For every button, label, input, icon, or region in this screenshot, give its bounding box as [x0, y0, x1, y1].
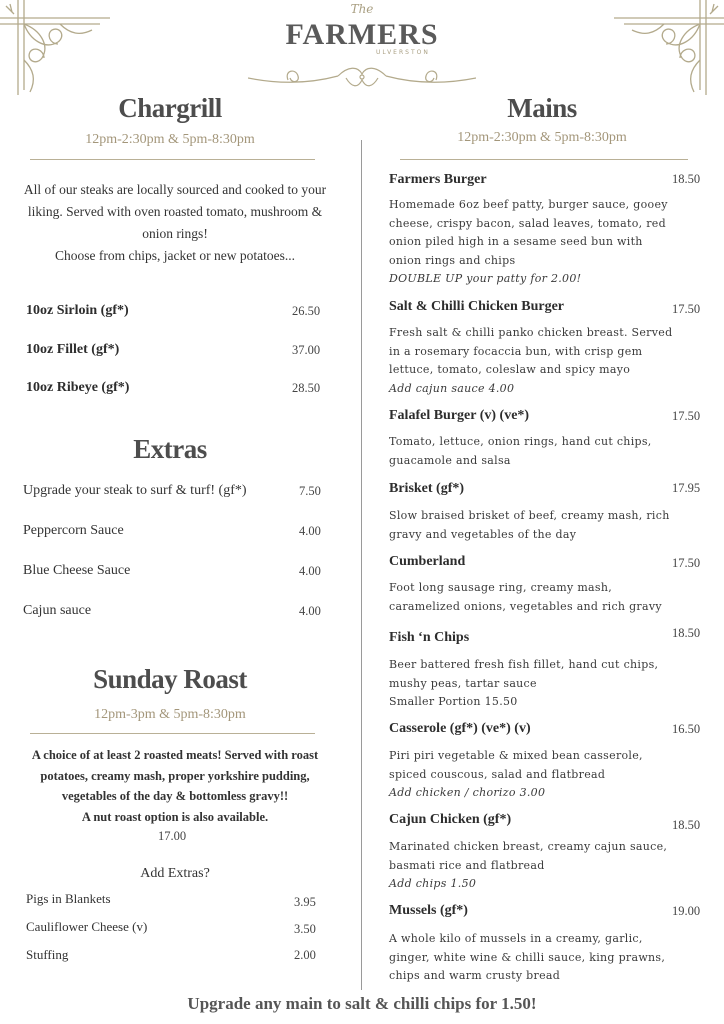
extras-item-name: Upgrade your steak to surf & turf! (gf*) [23, 483, 247, 498]
mains-item-name: Cumberland [389, 554, 466, 569]
extras-item-price: 7.50 [299, 484, 321, 498]
mains-item-name: Mussels (gf*) [389, 903, 468, 918]
mains-item-name: Cajun Chicken (gf*) [389, 812, 512, 827]
menu-item-price: 37.00 [292, 343, 321, 357]
chargrill-intro: All of our steaks are locally sourced and cooked to your liking. Served with oven roasted tomato, mushroom & onion rings! Choose from chips, jacket or new potatoes... [23, 182, 327, 263]
mains-item-price: 18.50 [672, 818, 701, 832]
mains-item-price: 17.50 [672, 409, 701, 423]
sunday-roast-description: A choice of at least 2 roasted meats! Served with roast potatoes, creamy mash, proper yorkshire pudding, vegetables of the day & bottomless gravy!! A nut roast option is also available. [31, 748, 319, 824]
mains-item-name: Brisket (gf*) [389, 481, 465, 496]
mains-hours: 12pm-2:30pm & 5pm-8:30pm [457, 130, 627, 145]
extras-title: Extras [133, 434, 207, 464]
logo-location: ULVERSTON [376, 49, 430, 56]
logo-the: The [350, 2, 374, 16]
add-extra-price: 3.95 [294, 895, 316, 909]
sunday-roast-price: 17.00 [157, 829, 187, 843]
mains-item-price: 17.95 [672, 481, 701, 495]
menu-item-name: 10oz Ribeye (gf*) [26, 380, 130, 395]
mains-item-description: Homemade 6oz beef patty, burger sauce, gooey cheese, crispy bacon, salad leaves, tomato, red onion piled high in a sesame seed bun with onion rings and chips DOUBLE UP your patty for 2.00! [389, 198, 668, 285]
chargrill-hours: 12pm-2:30pm & 5pm-8:30pm [85, 132, 255, 147]
mains-item-description: Fresh salt & chilli panko chicken breast. Served in a rosemary focaccia bun, with crisp gem lettuce, tomato, coleslaw and spicy mayo Add cajun sauce 4.00 [389, 326, 673, 395]
extras-item-name: Peppercorn Sauce [23, 523, 124, 538]
mains-item-description: Piri piri vegetable & mixed bean casserole, spiced couscous, salad and flatbread Add chicken / chorizo 3.00 [389, 749, 643, 799]
menu-item-price: 26.50 [292, 304, 321, 318]
column-divider [361, 140, 362, 990]
menu-item-name: 10oz Sirloin (gf*) [26, 303, 129, 318]
mains-item-description: Tomato, lettuce, onion rings, hand cut chips, guacamole and salsa [389, 435, 652, 467]
mains-item-name: Casserole (gf*) (ve*) (v) [389, 721, 531, 736]
add-extra-name: Pigs in Blankets [26, 891, 111, 906]
mains-item-name: Farmers Burger [389, 172, 487, 187]
mains-item-price: 18.50 [672, 626, 701, 640]
header-flourish-icon [248, 58, 476, 94]
sunday-roast-hours: 12pm-3pm & 5pm-8:30pm [94, 707, 246, 722]
extras-item-price: 4.00 [299, 524, 321, 538]
mains-item-description: Slow braised brisket of beef, creamy mash, rich gravy and vegetables of the day [389, 509, 670, 541]
mains-item-description: A whole kilo of mussels in a creamy, garlic, ginger, white wine & chilli sauce, king prawns, chips and warm crusty bread [389, 932, 666, 982]
extras-item-name: Cajun sauce [23, 603, 92, 618]
mains-item-price: 17.50 [672, 302, 701, 316]
add-extra-name: Cauliflower Cheese (v) [26, 919, 148, 934]
extras-item-price: 4.00 [299, 564, 321, 578]
logo-name: FARMERS [285, 18, 439, 51]
mains-item-price: 17.50 [672, 556, 701, 570]
sunday-roast-title: Sunday Roast [93, 664, 247, 694]
mains-item-price: 18.50 [672, 172, 701, 186]
mains-item-name: Fish ‘n Chips [389, 630, 470, 645]
extras-item-price: 4.00 [299, 604, 321, 618]
mains-item-name: Falafel Burger (v) (ve*) [389, 408, 530, 423]
chargrill-rule [30, 159, 315, 160]
mains-item-price: 19.00 [672, 904, 701, 918]
footer-upgrade-note: Upgrade any main to salt & chilli chips for 1.50! [187, 994, 537, 1013]
extras-item-name: Blue Cheese Sauce [23, 563, 131, 578]
mains-item-description: Foot long sausage ring, creamy mash, caramelized onions, vegetables and rich gravy [389, 581, 662, 613]
menu-item-name: 10oz Fillet (gf*) [26, 342, 120, 357]
mains-item-description: Beer battered fresh fish fillet, hand cut chips, mushy peas, tartar sauce Smaller Portion 15.50 [389, 658, 659, 708]
chargrill-title: Chargrill [118, 93, 222, 123]
mains-rule [400, 159, 688, 160]
sunday-roast-rule [30, 733, 315, 734]
add-extras-title: Add Extras? [140, 866, 210, 881]
mains-title: Mains [507, 93, 577, 123]
add-extra-price: 2.00 [294, 948, 316, 962]
mains-item-description: Marinated chicken breast, creamy cajun sauce, basmati rice and flatbread Add chips 1.50 [389, 840, 668, 890]
mains-item-price: 16.50 [672, 722, 701, 736]
menu-item-price: 28.50 [292, 381, 321, 395]
mains-item-name: Salt & Chilli Chicken Burger [389, 299, 565, 314]
add-extra-name: Stuffing [26, 947, 69, 962]
add-extra-price: 3.50 [294, 922, 316, 936]
